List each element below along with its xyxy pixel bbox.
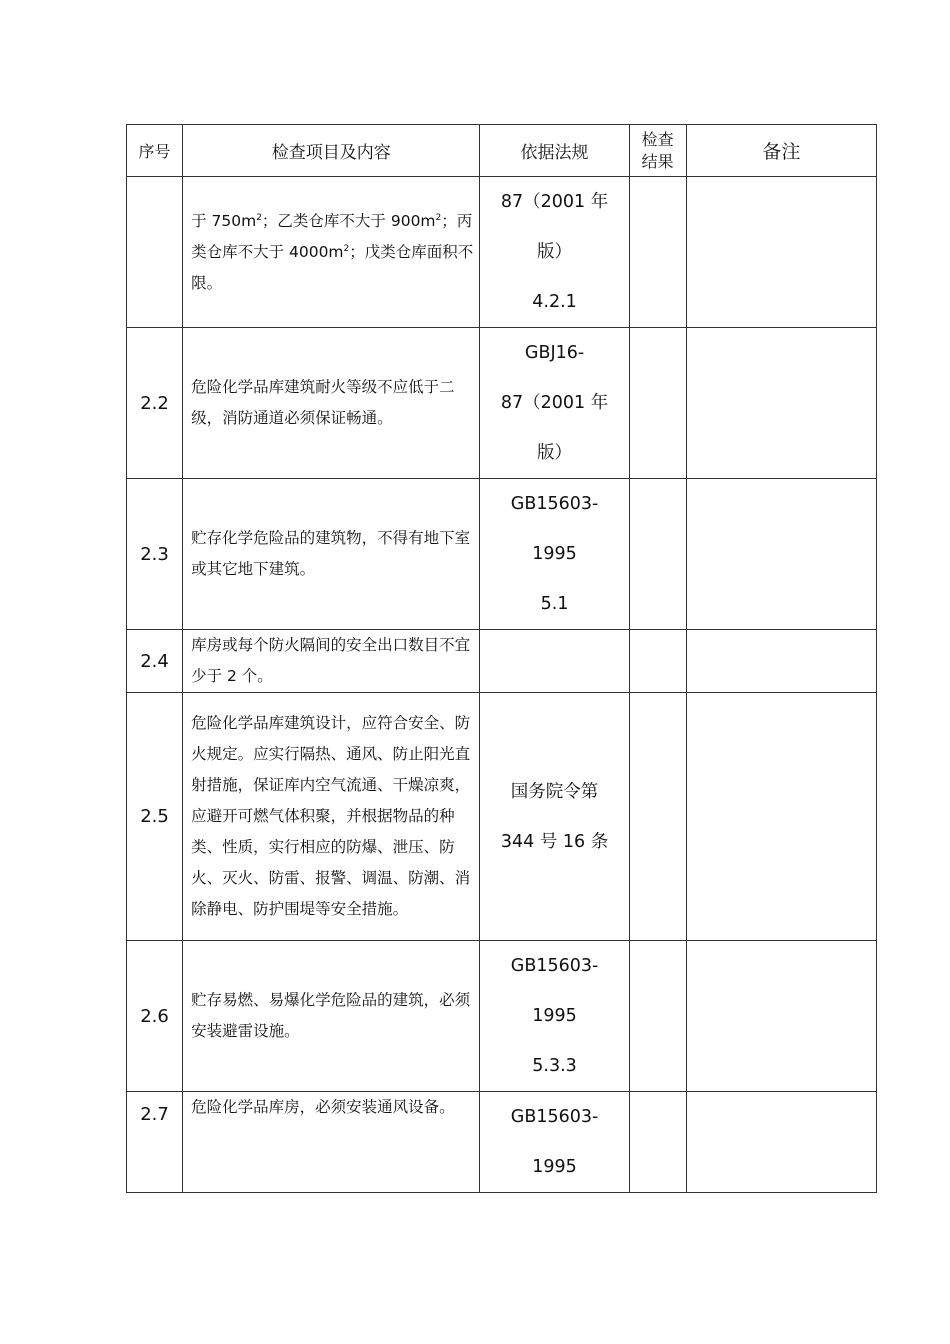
row-note[interactable]: [686, 328, 876, 479]
law-line: 版）: [537, 443, 573, 463]
row-result[interactable]: [629, 693, 686, 941]
row-item: 库房或每个防火隔间的安全出口数目不宜少于 2 个。: [183, 630, 480, 693]
table-row: [127, 479, 877, 630]
row-result[interactable]: [629, 941, 686, 1092]
row-note[interactable]: [686, 177, 876, 328]
row-no: 2.5: [127, 693, 183, 941]
table-row: [127, 1092, 877, 1193]
header-result-line2: 结果: [641, 151, 674, 171]
row-note[interactable]: [686, 1092, 876, 1193]
row-item: 危险化学品库建筑设计，应符合安全、防火规定。应实行隔热、通风、防止阳光直射措施，保证库内空气流通、干燥凉爽，应避开可燃气体积聚，并根据物品的种类、性质，实行相应的防爆、泄压、防火、灭火、防雷、报警、调温、防潮、消除静电、防护围堤等安全措施。: [183, 693, 480, 941]
row-no: [127, 177, 183, 328]
header-no: 序号: [127, 125, 183, 177]
row-no: 2.2: [127, 328, 183, 479]
row-note[interactable]: [686, 941, 876, 1092]
row-result[interactable]: [629, 1092, 686, 1193]
row-law: [480, 630, 629, 693]
row-item: 贮存易燃、易爆化学危险品的建筑，必须安装避雷设施。: [183, 941, 480, 1092]
header-note: 备注: [686, 125, 876, 177]
row-item: 贮存化学危险品的建筑物，不得有地下室或其它地下建筑。: [183, 479, 480, 630]
item-text: ；戊类仓库面积不限。: [191, 242, 474, 292]
table-header-row: [127, 125, 877, 177]
header-result: [629, 125, 686, 177]
item-text: ；丙类仓库不大于 4000m: [191, 211, 473, 261]
superscript: 2: [343, 243, 350, 254]
law-line: 1995: [532, 544, 577, 564]
law-line: 国务院令第: [510, 781, 599, 802]
row-note[interactable]: [686, 630, 876, 693]
row-no: 2.7: [127, 1092, 183, 1193]
superscript: 2: [435, 212, 442, 223]
law-line: GB15603-: [510, 956, 599, 976]
row-item: 危险化学品库建筑耐火等级不应低于二级，消防通道必须保证畅通。: [183, 328, 480, 479]
header-law: 依据法规: [480, 125, 629, 177]
row-law: [480, 693, 629, 941]
row-result[interactable]: [629, 479, 686, 630]
row-note[interactable]: [686, 479, 876, 630]
row-no: 2.4: [127, 630, 183, 693]
law-line: 5.3.3: [532, 1056, 577, 1076]
law-line: 版）: [537, 242, 573, 262]
header-result-line1: 检查: [641, 129, 674, 149]
row-law: [480, 1092, 629, 1193]
row-law: [480, 328, 629, 479]
law-line: 4.2.1: [532, 292, 577, 312]
law-line: GB15603-: [510, 1107, 599, 1127]
table-row: [127, 693, 877, 941]
item-text: ；乙类仓库不大于 900m: [261, 211, 436, 230]
row-result[interactable]: [629, 177, 686, 328]
law-line: 87（2001 年: [500, 393, 609, 413]
table-row: [127, 941, 877, 1092]
law-line: 344 号 16 条: [500, 831, 609, 852]
row-note[interactable]: [686, 693, 876, 941]
inspection-table: [126, 124, 877, 1193]
table-row: [127, 328, 877, 479]
row-no: 2.6: [127, 941, 183, 1092]
law-line: 5.1: [540, 594, 569, 614]
row-item: [183, 177, 480, 328]
item-text: 于 750m: [191, 211, 257, 230]
row-law: [480, 177, 629, 328]
law-line: GB15603-: [510, 494, 599, 514]
law-line: 1995: [532, 1006, 577, 1026]
table-row: [127, 630, 877, 693]
superscript: 2: [256, 212, 262, 223]
law-line: 1995: [532, 1157, 577, 1177]
header-item: 检查项目及内容: [183, 125, 480, 177]
row-no: 2.3: [127, 479, 183, 630]
law-line: GBJ16-: [524, 343, 585, 363]
law-line: 87（2001 年: [500, 192, 609, 212]
row-item: 危险化学品库房，必须安装通风设备。: [183, 1092, 480, 1193]
row-result[interactable]: [629, 630, 686, 693]
row-law: [480, 479, 629, 630]
row-result[interactable]: [629, 328, 686, 479]
row-law: [480, 941, 629, 1092]
table-row: [127, 177, 877, 328]
